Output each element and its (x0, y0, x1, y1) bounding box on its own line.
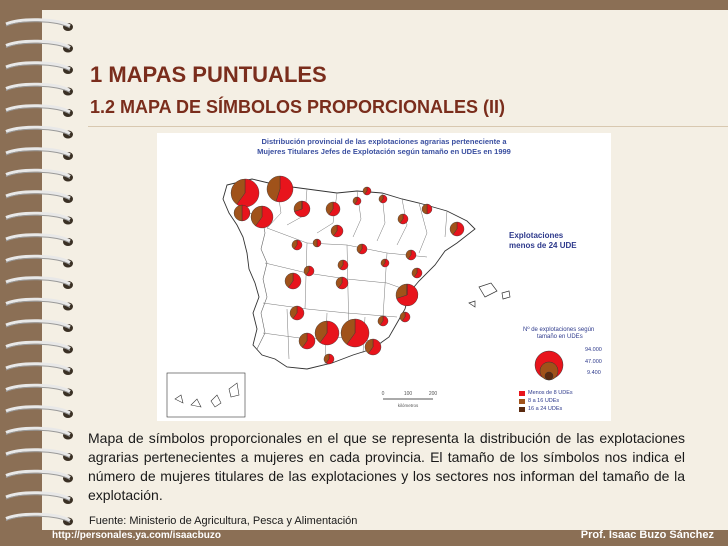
scale-unit: kilómetros (397, 403, 419, 408)
spiral-ring (6, 127, 73, 138)
pie-sector (317, 239, 321, 247)
description-paragraph: Mapa de símbolos proporcionales en el que se representa la distribución de las explotaciones agrarias pertenecientes a mujeres en cada provincia. El tamaño de los símbolos nos indica el número de mujeres titulares de las explotaciones y los sectores nos informan del tamaño de la explotación. (88, 430, 685, 503)
map-canvas (157, 133, 611, 421)
scale-label-0: 0 (381, 391, 385, 397)
legend-size-47000: 47.000 (585, 359, 602, 365)
spiral-ring (6, 493, 73, 504)
slide-subtitle: 1.2 MAPA DE SÍMBOLOS PROPORCIONALES (II) (90, 97, 506, 117)
spiral-ring (6, 20, 73, 31)
pie-sector (234, 205, 242, 221)
legend-categories (519, 389, 573, 413)
legend-swatch-dark (519, 407, 525, 412)
pie-sector (313, 239, 317, 247)
spiral-ring (6, 213, 73, 224)
legend-item-2 (519, 397, 573, 405)
legend-size-94000: 94.000 (585, 347, 602, 353)
canary-inset (167, 373, 245, 417)
spiral-ring (6, 149, 73, 160)
legend-title-line1: Nº de explotaciones según (523, 327, 595, 333)
balearic-islands (469, 283, 510, 307)
legend-size-circle (545, 372, 553, 380)
spiral-ring (6, 63, 73, 74)
spiral-ring (6, 385, 73, 396)
side-label-line2: menos de 24 UDE (509, 241, 577, 250)
spiral-ring (6, 278, 73, 289)
map-title-line1: Distribución provincial de las explotaciones agrarias perteneciente a (261, 137, 507, 146)
portugal-border (249, 213, 267, 349)
spiral-ring (6, 450, 73, 461)
legend-item-3-label: 16 a 24 UDEs (528, 405, 563, 412)
footer-author: Prof. Isaac Buzo Sánchez (580, 529, 714, 541)
proportional-symbol-map (157, 133, 611, 421)
spiral-ring (6, 84, 73, 95)
legend-title-line2: tamaño en UDEs (537, 334, 583, 340)
spiral-ring (6, 235, 73, 246)
legend-size-circles (535, 351, 563, 380)
spiral-ring (6, 41, 73, 52)
pie-sector (242, 205, 250, 221)
legend-swatch-red (519, 391, 525, 396)
spiral-ring (6, 106, 73, 117)
legend-item-1-label: Menos de 8 UDEs (528, 389, 573, 396)
side-label (509, 231, 577, 251)
scale-label-200: 200 (428, 391, 438, 397)
legend-title (523, 327, 594, 341)
spiral-ring (6, 364, 73, 375)
scale-label-100: 100 (403, 391, 413, 397)
side-label-line1: Explotaciones (509, 231, 564, 240)
slide-title: 1 MAPAS PUNTUALES (90, 62, 327, 87)
legend-item-3 (519, 405, 573, 413)
spiral-binding (0, 10, 80, 530)
spiral-ring (6, 342, 73, 353)
legend-size-9400: 9.400 (587, 370, 601, 376)
spiral-ring (6, 428, 73, 439)
footer-url[interactable]: http://personales.ya.com/isaacbuzo (52, 530, 221, 541)
pie-sector (427, 204, 432, 214)
title-divider (88, 126, 728, 127)
pie-sector (422, 204, 427, 214)
spiral-ring (6, 321, 73, 332)
spiral-ring (6, 471, 73, 482)
legend-item-2-label: 8 a 16 UDEs (528, 397, 560, 404)
spiral-ring (6, 192, 73, 203)
spiral-ring (6, 407, 73, 418)
source-note: Fuente: Ministerio de Agricultura, Pesca y Alimentación (89, 515, 358, 527)
spiral-ring (6, 299, 73, 310)
spiral-ring (6, 256, 73, 267)
legend-item-1 (519, 389, 573, 397)
spiral-ring (6, 514, 73, 525)
canary-islands (175, 383, 239, 407)
spiral-ring (6, 170, 73, 181)
map-title-line2: Mujeres Titulares Jefes de Explotación según tamaño en UDEs en 1999 (257, 147, 511, 156)
legend-swatch-brown (519, 399, 525, 404)
